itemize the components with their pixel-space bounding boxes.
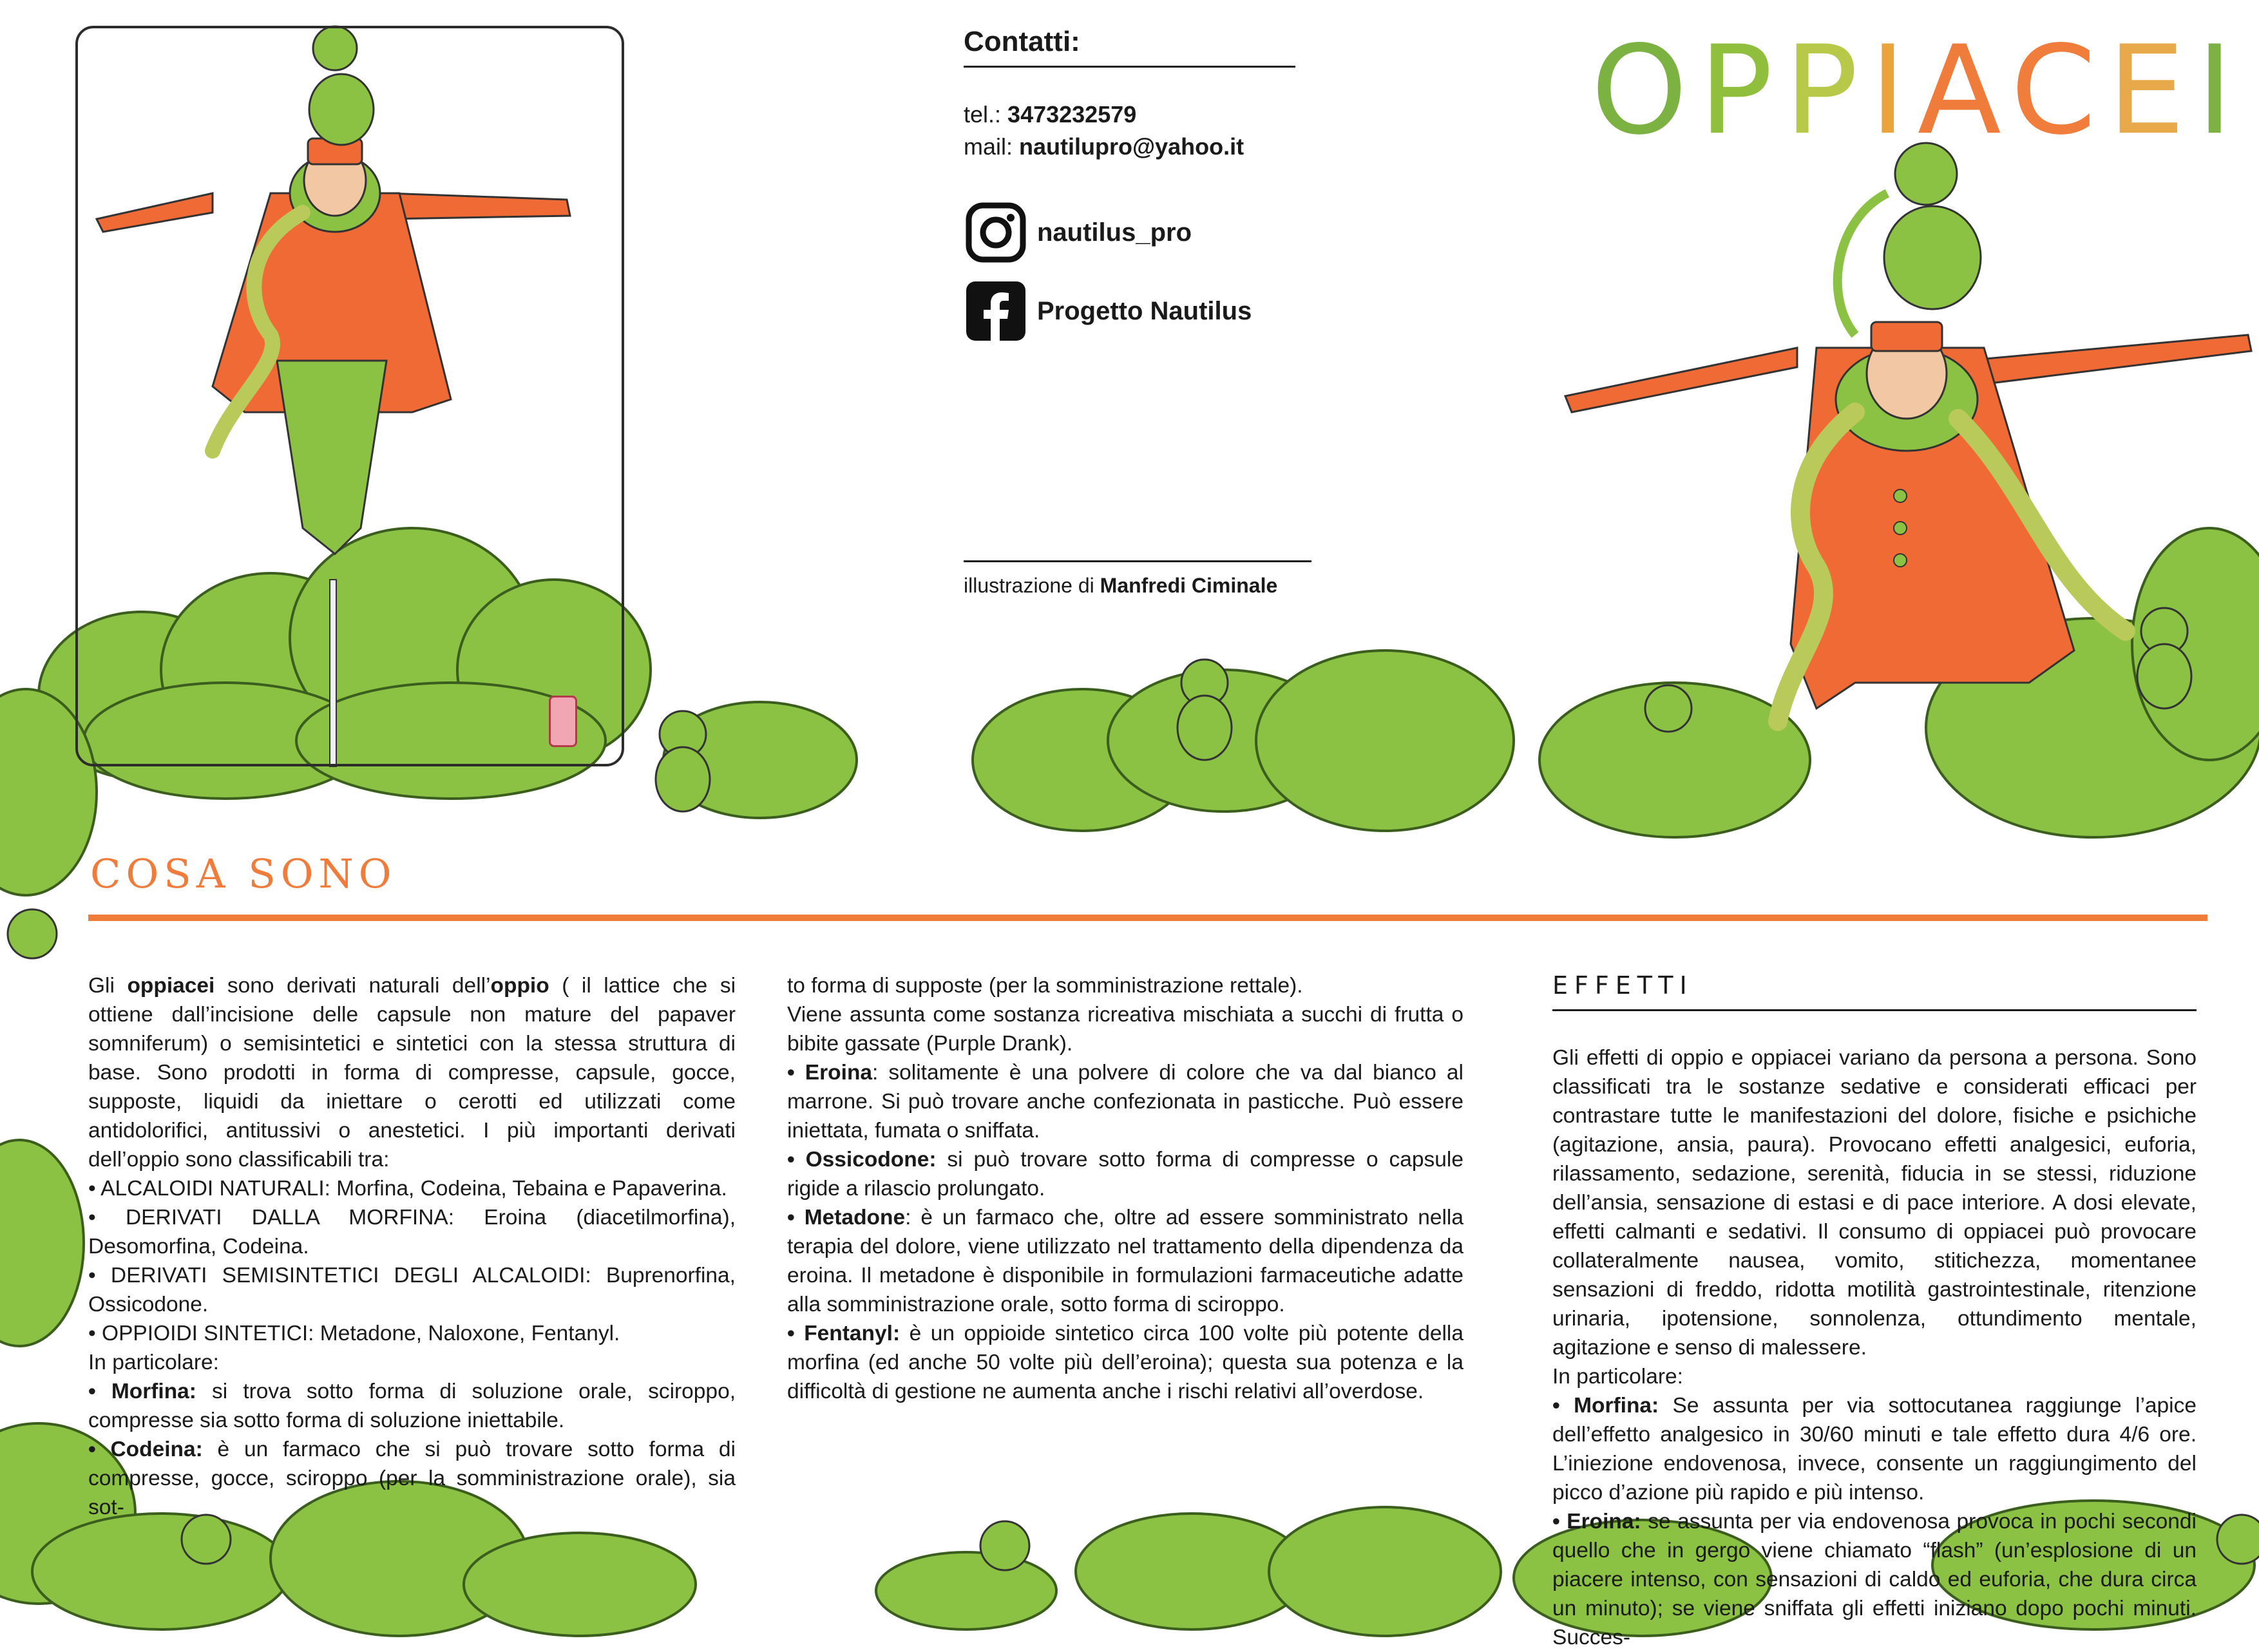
- text-run: è un farmaco che si può trovare sotto forma di compresse, gocce, sciroppo (per la somministrazione orale), sia sot-: [88, 1438, 736, 1519]
- instagram-link[interactable]: [964, 200, 1324, 265]
- credit-author: Manfredi Ciminale: [1100, 574, 1278, 597]
- facebook-page-name: Progetto Nautilus: [1037, 296, 1252, 325]
- in-particolare-label: In particolare:: [1552, 1365, 1683, 1389]
- list-item: [88, 1435, 736, 1522]
- tel-line: [964, 99, 1324, 131]
- paragraph: Viene assunta come sostanza ricreativa mischiata a succhi di frutta o bibite gassate (Purple Drank).: [787, 1003, 1463, 1056]
- term-oppio: oppio: [490, 974, 549, 998]
- term-eroina: • Eroina:: [1552, 1510, 1641, 1533]
- list-item: [787, 1145, 1463, 1203]
- text-run: ( il lattice che si ottiene dall’incisione delle capsule non mature del papaver somniferum) o semisintetici e sintetici con la stessa struttura di base. Sono prodotti in forma di compresse, capsule, gocce, supposte, liquidi da iniettare o cerotti ed utilizzati come antidolorifici, antitussivi o anestetici. I più importanti derivati dell’oppio sono classificabili tra:: [88, 974, 736, 1172]
- term-morfina: • Morfina:: [88, 1380, 196, 1403]
- effetti-subtitle: EFFETTI: [1552, 971, 2197, 1011]
- text-column-1: [88, 971, 736, 1522]
- mail-label: mail:: [964, 133, 1013, 160]
- title-letter: P: [1784, 19, 1870, 162]
- title-letter: C: [2010, 19, 2108, 162]
- instagram-icon: [964, 200, 1028, 265]
- section-title: COSA SONO: [90, 850, 397, 897]
- term-ossicodone: • Ossicodone:: [787, 1148, 937, 1172]
- text-run: se assunta per via endovenosa provoca in pochi secondi quello che in gergo viene chiamato “flash” (un’esplosione di un piacere intenso, con sensazioni di caldo ed euforia, che dura circa un minuto); se viene sniffata gli effetti iniziano dopo pochi minuti. Succes-: [1552, 1510, 2197, 1649]
- page-title: [1591, 19, 2244, 162]
- list-item: [787, 1058, 1463, 1145]
- credit-prefix: illustrazione di: [964, 574, 1094, 597]
- text-run: sono derivati naturali dell’: [214, 974, 491, 998]
- artist-signature-stamp: [549, 696, 577, 747]
- in-particolare-label: In particolare:: [88, 1351, 219, 1374]
- intro-paragraph: [88, 971, 736, 1174]
- text-column-3: [1552, 971, 2197, 1652]
- list-item: • OPPIOIDI SINTETICI: Metadone, Naloxone, Fentanyl.: [88, 1322, 620, 1345]
- term-fentanyl: • Fentanyl:: [787, 1322, 901, 1345]
- text-run: Se assunta per via sottocutanea raggiunge l’apice dell’effetto analgesico in 30/60 minuti e tale effetto dura 4/6 ore. L’iniezione endovenosa, invece, consente un raggiungimento del picco d’azione più rapido e più intenso.: [1552, 1394, 2197, 1505]
- title-letter: A: [1917, 19, 2011, 162]
- title-letter: I: [2197, 19, 2245, 162]
- list-item: [88, 1377, 736, 1435]
- list-item: [787, 1319, 1463, 1406]
- paragraph: Gli effetti di oppio e oppiacei variano da persona a persona. Sono classificati tra le sostanze sedative e considerati efficaci per contrastare tutte le manifestazioni del dolore, fisiche e psichiche (agitazione, ansia, paura). Provocano effetti analgesici, euforia, rilassamento, sedazione, serenità, fiducia in se stessi, riduzione dell’ansia, sensazione di estasi e di pace interiore. A dosi elevate, effetti calmanti e sedativi. Il consumo di oppiacei può provocare collateralmente nausea, vomito, stitichezza, momentanee sensazioni di freddo, ridotta motilità gastrointestinale, ritenzione urinaria, ipotensione, sonnolenza, ottundimento mentale, agitazione e senso di malessere.: [1552, 1046, 2197, 1360]
- instagram-handle: nautilus_pro: [1037, 218, 1192, 247]
- text-run: si trova sotto forma di soluzione orale, sciroppo, compresse sia sotto forma di soluzione iniettabile.: [88, 1380, 736, 1432]
- text-run: Gli: [88, 974, 128, 998]
- right-illustration: [663, 143, 2259, 837]
- illustration-credit: [964, 560, 1311, 598]
- illustration-card: [75, 26, 624, 766]
- section-divider: [88, 915, 2207, 921]
- list-item: • ALCALOIDI NATURALI: Morfina, Codeina, Tebaina e Papaverina.: [88, 1177, 727, 1201]
- text-run: : è un farmaco che, oltre ad essere somministrato nella terapia del dolore, viene utilizzato nel trattamento della dipendenza da eroina. Il metadone è disponibile in formulazioni farmaceutiche adatte alla somministrazione orale, sotto forma di sciroppo.: [787, 1206, 1463, 1316]
- list-item: [1552, 1507, 2197, 1652]
- mail-value[interactable]: nautilupro@yahoo.it: [1019, 133, 1244, 160]
- text-column-2: [787, 971, 1463, 1406]
- term-codeina: • Codeina:: [88, 1438, 203, 1461]
- text-run: si può trovare sotto forma di compresse o capsule rigide a rilascio prolungato.: [787, 1148, 1464, 1201]
- facebook-link[interactable]: [964, 279, 1324, 343]
- title-letter: E: [2108, 19, 2197, 162]
- title-letter: P: [1699, 19, 1785, 162]
- title-letter: O: [1591, 19, 1699, 162]
- list-item: [1552, 1391, 2197, 1507]
- list-item: • DERIVATI SEMISINTETICI DEGLI ALCALOIDI: Buprenorfina, Ossicodone.: [88, 1264, 736, 1316]
- list-item: [787, 1203, 1463, 1319]
- mail-line: [964, 131, 1324, 163]
- text-run: è un oppioide sintetico circa 100 volte più potente della morfina (ed anche 50 volte più dell’eroina); questa sua potenza e la difficoltà di gestione ne aumenta anche i rischi relativi all’overdose.: [787, 1322, 1463, 1403]
- term-morfina: • Morfina:: [1552, 1394, 1659, 1418]
- facebook-icon: [964, 279, 1028, 343]
- tel-label: tel.:: [964, 101, 1002, 128]
- tel-value[interactable]: 3473232579: [1007, 101, 1137, 128]
- term-metadone: • Metadone: [787, 1206, 906, 1230]
- term-eroina: • Eroina: [787, 1061, 873, 1085]
- paragraph: to forma di supposte (per la somministrazione rettale).: [787, 974, 1303, 998]
- list-item: • DERIVATI DALLA MORFINA: Eroina (diacetilmorfina), Desomorfina, Codeina.: [88, 1206, 736, 1258]
- contacts-title: Contatti:: [964, 26, 1295, 68]
- contacts-block: [964, 26, 1324, 343]
- term-oppiacei: oppiacei: [127, 974, 215, 998]
- title-letter: I: [1869, 19, 1918, 162]
- text-run: : solitamente è una polvere di colore che va dal bianco al marrone. Si può trovare anche confezionata in pasticche. Può essere iniettata, fumata o sniffata.: [787, 1061, 1463, 1143]
